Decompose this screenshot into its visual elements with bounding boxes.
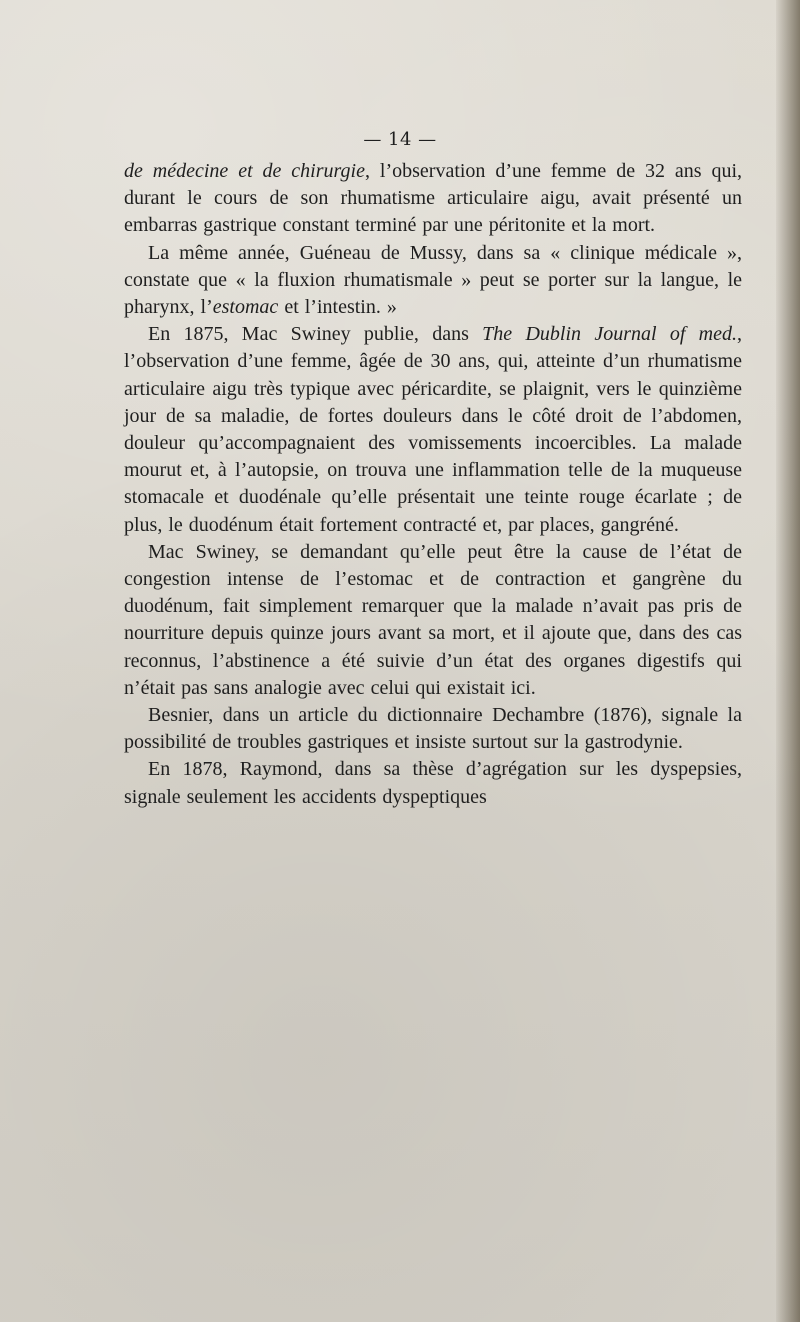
text-segment: , l’observation d’une femme, âgée de 30 ans, qui, atteinte d’un rhumatisme articulaire aigu très typique avec péricardite, se plaignit, vers le quinzième jour de sa maladie, de fortes douleurs dans le côté droit de l’abdomen, douleur qu’accompagnaient des vomissements incoercibles. La malade mourut et, à l’autopsie, on trouva une inflammation telle de la muqueuse stomacale et duodénale qu’elle présentait une teinte rouge écarlate ; de plus, le duodénum était fortement contracté et, par places, gangréné.: [124, 323, 742, 536]
text-segment: En 1878, Raymond, dans sa thèse d’agrégation sur les dyspepsies, signale seulement les accidents dyspeptiques: [124, 758, 742, 808]
paragraph: [124, 702, 742, 756]
text-segment: estomac: [212, 296, 279, 319]
text-segment: , l’observation d’une femme de 32 ans qui, durant le cours de son rhumatisme articulaire aigu, avait présenté un embarras gastrique constant terminé par une péritonite et la mort.: [124, 160, 742, 237]
body-text: [124, 158, 742, 811]
paragraph: [124, 240, 742, 322]
text-segment: Mac Swiney, se demandant qu’elle peut être la cause de l’état de congestion intense de l’estomac et de contraction et gangrène du duodénum, fait simplement remarquer que la malade n’avait pas pris de nourriture depuis quinze jours avant sa mort, et il ajoute que, dans des cas reconnus, l’abstinence a été suivie d’un état des organes digestifs qui n’était pas sans analogie avec celui qui existait ici.: [124, 540, 742, 699]
paragraph: [124, 539, 742, 702]
text-segment: Besnier, dans un article du dictionnaire Dechambre (1876), signale la possibilité de troubles gastriques et insiste surtout sur la gastrodynie.: [124, 704, 742, 754]
text-segment: La même année, Guéneau de Mussy, dans sa « clinique médicale », constate que « la fluxion rhumatismale » peut se porter sur la langue, le pharynx, l’: [124, 241, 742, 319]
text-segment: et l’intestin. »: [278, 296, 397, 319]
page-edge-shadow: [776, 0, 800, 1322]
text-segment: de médecine et de chirurgie: [124, 160, 365, 182]
paragraph: [124, 756, 742, 810]
paragraph: [124, 321, 742, 539]
text-segment: En 1875, Mac Swiney publie, dans: [148, 323, 483, 346]
paragraph: [124, 158, 742, 240]
text-segment: The Dublin Journal of med.: [482, 323, 737, 346]
page-number: — 14 —: [363, 129, 437, 150]
